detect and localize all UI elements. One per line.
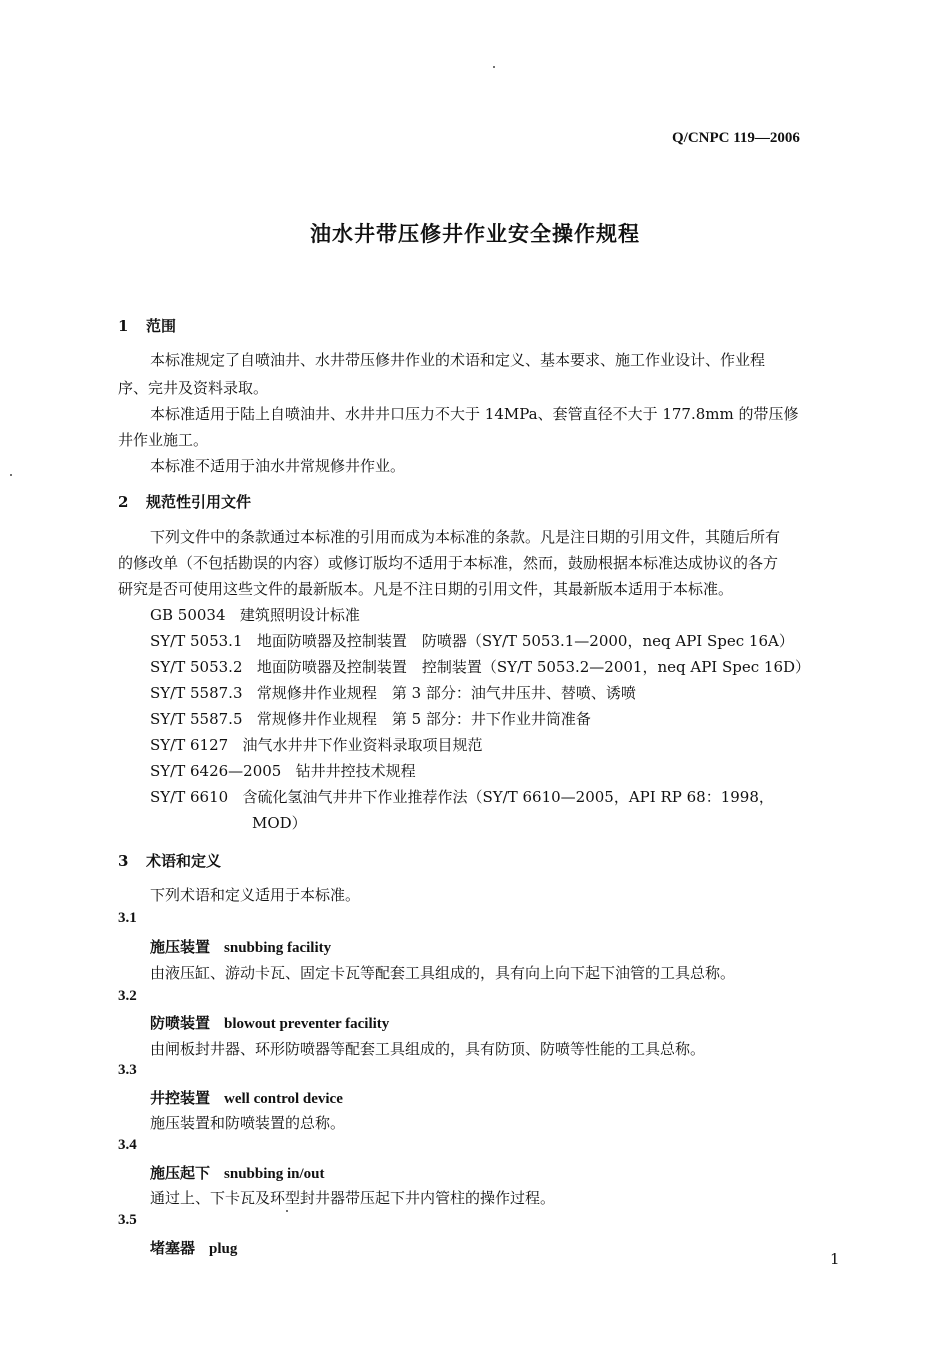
- paragraph-line: 本标准规定了自喷油井、水井带压修井作业的术语和定义、基本要求、施工作业设计、作业程: [150, 351, 766, 369]
- section-number: 3: [118, 852, 129, 870]
- paragraph-line: 序、完井及资料录取。: [118, 379, 269, 397]
- reference-item: [150, 656, 810, 677]
- reference-code: SY/T 5587.3: [150, 684, 243, 702]
- term-en: plug: [209, 1241, 238, 1257]
- reference-item: [150, 708, 591, 729]
- scan-speck: [493, 66, 495, 68]
- section-1-heading: [118, 315, 176, 336]
- term-number: 3.2: [118, 988, 137, 1004]
- reference-title: 含硫化氢油气井井下作业推荐作法（SY/T 6610—2005，API RP 68：1998，: [242, 788, 774, 806]
- term-en: blowout preventer facility: [224, 1016, 390, 1032]
- paragraph-line: 井作业施工。: [118, 431, 209, 449]
- term-heading: [150, 1237, 237, 1258]
- section-title: 范围: [146, 317, 177, 335]
- reference-item: [150, 734, 483, 755]
- reference-title: 地面防喷器及控制装置 控制装置（SY/T 5053.2—2001，neq API Spec 16D）: [256, 658, 811, 676]
- term-number: 3.5: [118, 1212, 137, 1228]
- scan-speck: [10, 474, 12, 476]
- paragraph-line: 下列文件中的条款通过本标准的引用而成为本标准的条款。凡是注日期的引用文件，其随后所有: [150, 528, 781, 546]
- reference-code: SY/T 5053.2: [150, 658, 243, 676]
- term-heading: [150, 1012, 389, 1033]
- reference-code: SY/T 5053.1: [150, 632, 243, 650]
- reference-code: SY/T 6426—2005: [150, 762, 282, 780]
- term-number: 3.4: [118, 1137, 137, 1153]
- reference-item: [150, 630, 794, 651]
- reference-title: 地面防喷器及控制装置 防喷器（SY/T 5053.1—2000，neq API Spec 16A）: [256, 632, 794, 650]
- term-en: snubbing in/out: [224, 1166, 325, 1182]
- term-cn: 堵塞器: [150, 1239, 196, 1257]
- reference-title: 钻井井控技术规程: [295, 762, 416, 780]
- term-number: 3.3: [118, 1062, 137, 1078]
- section-title: 术语和定义: [146, 852, 222, 870]
- section-number: 2: [118, 493, 129, 511]
- paragraph-line: 的修改单（不包括勘误的内容）或修订版均不适用于本标准，然而，鼓励根据本标准达成协议的各方: [118, 554, 779, 572]
- paragraph-line: 下列术语和定义适用于本标准。: [150, 886, 361, 904]
- term-cn: 井控装置: [150, 1089, 211, 1107]
- page-number: 1: [830, 1250, 840, 1268]
- reference-item: [150, 786, 774, 807]
- paragraph-line: 本标准不适用于油水井常规修井作业。: [150, 457, 406, 475]
- term-definition: 施压装置和防喷装置的总称。: [150, 1114, 346, 1132]
- scan-speck: [286, 1210, 288, 1212]
- reference-title: 常规修井作业规程 第 5 部分：井下作业井筒准备: [256, 710, 591, 728]
- reference-title: 油气水井井下作业资料录取项目规范: [242, 736, 483, 754]
- reference-code: SY/T 6127: [150, 736, 229, 754]
- term-definition: 由液压缸、游动卡瓦、固定卡瓦等配套工具组成的，具有向上向下起下油管的工具总称。: [150, 964, 736, 982]
- term-en: well control device: [224, 1091, 343, 1107]
- term-heading: [150, 1087, 343, 1108]
- term-cn: 施压装置: [150, 938, 211, 956]
- reference-code: GB 50034: [150, 606, 226, 624]
- section-2-heading: [118, 491, 251, 512]
- term-cn: 防喷装置: [150, 1014, 211, 1032]
- term-definition: 通过上、下卡瓦及环型封井器带压起下井内管柱的操作过程。: [150, 1189, 556, 1207]
- term-heading: [150, 936, 331, 957]
- document-code: Q/CNPC 119—2006: [672, 130, 800, 146]
- reference-item: [150, 604, 360, 625]
- reference-code: SY/T 5587.5: [150, 710, 243, 728]
- reference-item: [150, 760, 416, 781]
- reference-title: 建筑照明设计标准: [239, 606, 360, 624]
- term-number: 3.1: [118, 910, 137, 926]
- reference-title-continuation: MOD）: [252, 814, 307, 832]
- term-heading: [150, 1162, 325, 1183]
- section-3-heading: [118, 850, 221, 871]
- paragraph-line: 本标准适用于陆上自喷油井、水井井口压力不大于 14MPa、套管直径不大于 177.8mm 的带压修: [150, 405, 799, 423]
- page-title: 油水井带压修井作业安全操作规程: [310, 221, 640, 246]
- term-en: snubbing facility: [224, 940, 332, 956]
- term-definition: 由闸板封井器、环形防喷器等配套工具组成的，具有防顶、防喷等性能的工具总称。: [150, 1040, 706, 1058]
- reference-code: SY/T 6610: [150, 788, 229, 806]
- section-number: 1: [118, 317, 129, 335]
- section-title: 规范性引用文件: [146, 493, 252, 511]
- reference-item: [150, 682, 636, 703]
- term-cn: 施压起下: [150, 1164, 211, 1182]
- reference-title: 常规修井作业规程 第 3 部分：油气井压井、替喷、诱喷: [256, 684, 636, 702]
- paragraph-line: 研究是否可使用这些文件的最新版本。凡是不注日期的引用文件，其最新版本适用于本标准。: [118, 580, 734, 598]
